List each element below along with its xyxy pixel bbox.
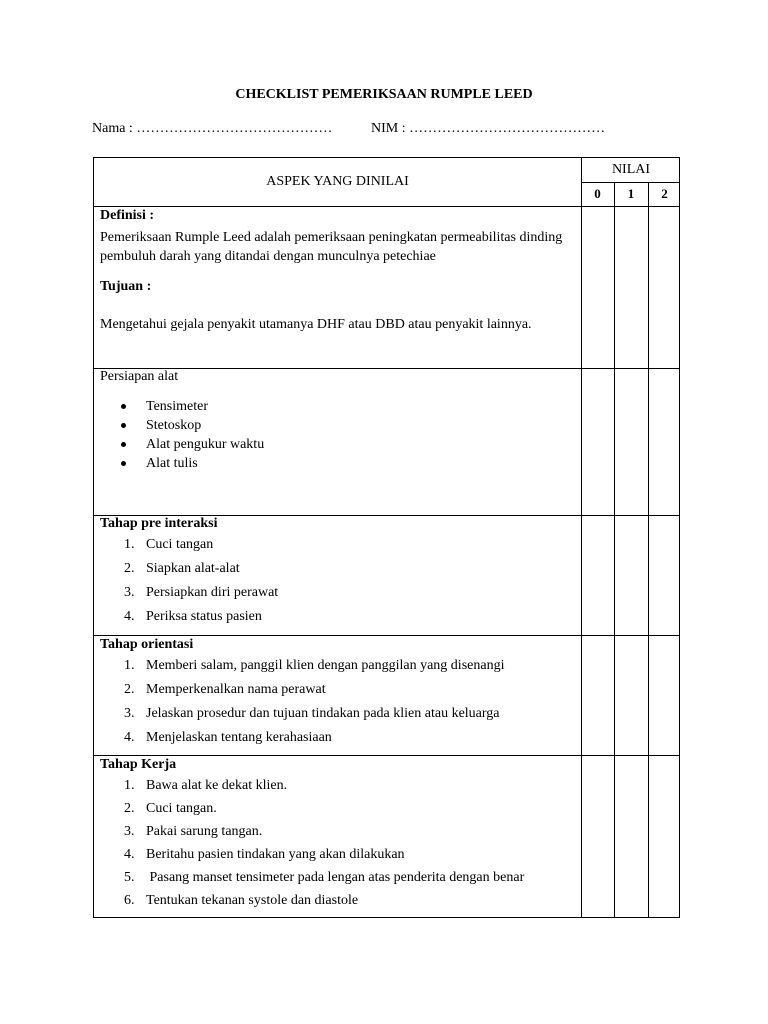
list-item-text: Alat pengukur waktu: [146, 437, 265, 452]
list-item-text: Pasang manset tensimeter pada lengan atas penderita dengan benar: [146, 870, 525, 885]
nim-field: NIM : ……………………………………: [371, 121, 606, 136]
pre-interaksi-list: [100, 533, 574, 629]
list-item: [100, 397, 574, 416]
list-number: 4.: [124, 730, 135, 745]
tujuan-heading: Tujuan :: [100, 279, 152, 294]
persiapan-cell: [100, 367, 574, 473]
score-col-0: 0: [594, 186, 601, 201]
tujuan-text: Mengetahui gejala penyakit utamanya DHF atau DBD atau penyakit lainnya.: [100, 317, 532, 332]
kerja-cell: [100, 755, 574, 912]
document-title: CHECKLIST PEMERIKSAAN RUMPLE LEED: [235, 87, 533, 102]
list-item-text: Pakai sarung tangan.: [146, 824, 263, 839]
persiapan-heading: Persiapan alat: [100, 369, 179, 384]
list-item: [100, 581, 574, 605]
list-number: 1.: [124, 537, 135, 552]
list-item: [100, 797, 574, 820]
kerja-heading: Tahap Kerja: [100, 757, 177, 772]
list-item-text: Tentukan tekanan systole dan diastole: [146, 893, 359, 908]
list-item: [100, 605, 574, 629]
list-item-text: Jelaskan prosedur dan tujuan tindakan pada klien atau keluarga: [146, 706, 500, 721]
list-item: [100, 533, 574, 557]
definisi-cell: [100, 206, 574, 334]
list-item-text: Siapkan alat-alat: [146, 561, 240, 576]
list-number: 4.: [124, 847, 135, 862]
column-divider: [614, 182, 615, 917]
bullet-icon: [121, 442, 126, 447]
list-item: [100, 557, 574, 581]
definisi-text: Pemeriksaan Rumple Leed adalah pemeriksaan peningkatan permeabilitas dinding pembuluh darah yang ditandai dengan munculnya petechiae: [100, 230, 563, 264]
list-item-text: Stetoskop: [146, 418, 202, 433]
list-item: [100, 866, 574, 889]
bullet-icon: [121, 461, 126, 466]
list-item-text: Persiapkan diri perawat: [146, 585, 279, 600]
orientasi-list: [100, 654, 574, 750]
list-number: 1.: [124, 658, 135, 673]
list-item-text: Memperkenalkan nama perawat: [146, 682, 326, 697]
definisi-heading: Definisi :: [100, 208, 155, 223]
list-item: [100, 702, 574, 726]
list-number: 5.: [124, 870, 135, 885]
header-aspek: ASPEK YANG DINILAI: [266, 174, 409, 189]
list-item-text: Periksa status pasien: [146, 609, 262, 624]
orientasi-cell: [100, 635, 574, 750]
list-number: 1.: [124, 778, 135, 793]
list-number: 3.: [124, 585, 135, 600]
list-number: 2.: [124, 561, 135, 576]
list-item: [100, 726, 574, 750]
list-item: [100, 889, 574, 912]
list-number: 2.: [124, 801, 135, 816]
kerja-list: [100, 774, 574, 912]
orientasi-heading: Tahap orientasi: [100, 637, 194, 652]
list-item-text: Cuci tangan.: [146, 801, 217, 816]
list-item: [100, 820, 574, 843]
list-item-text: Beritahu pasien tindakan yang akan dilakukan: [146, 847, 405, 862]
header-nilai: NILAI: [611, 162, 651, 177]
list-item: [100, 454, 574, 473]
score-col-1: 1: [627, 186, 635, 201]
list-item: [100, 774, 574, 797]
list-item: [100, 678, 574, 702]
list-item-text: Alat tulis: [146, 456, 198, 471]
pre-interaksi-cell: [100, 514, 574, 629]
column-divider: [581, 158, 582, 917]
score-col-2: 2: [661, 186, 668, 201]
list-number: 3.: [124, 706, 135, 721]
list-item: [100, 843, 574, 866]
column-divider: [648, 182, 649, 917]
list-item-text: Tensimeter: [146, 399, 208, 414]
list-number: 6.: [124, 893, 135, 908]
list-item-text: Menjelaskan tentang kerahasiaan: [146, 730, 332, 745]
bullet-icon: [121, 404, 126, 409]
bullet-icon: [121, 423, 126, 428]
checklist-table: [93, 157, 680, 918]
list-item: [100, 435, 574, 454]
list-item-text: Memberi salam, panggil klien dengan panggilan yang disenangi: [146, 658, 505, 673]
list-item: [100, 416, 574, 435]
list-item: [100, 654, 574, 678]
list-item-text: Bawa alat ke dekat klien.: [146, 778, 288, 793]
pre-interaksi-heading: Tahap pre interaksi: [100, 516, 218, 531]
list-number: 3.: [124, 824, 135, 839]
nama-field: Nama : ……………………………………: [92, 121, 333, 136]
list-item-text: Cuci tangan: [146, 537, 214, 552]
list-number: 2.: [124, 682, 135, 697]
list-number: 4.: [124, 609, 135, 624]
persiapan-list: [100, 397, 574, 473]
